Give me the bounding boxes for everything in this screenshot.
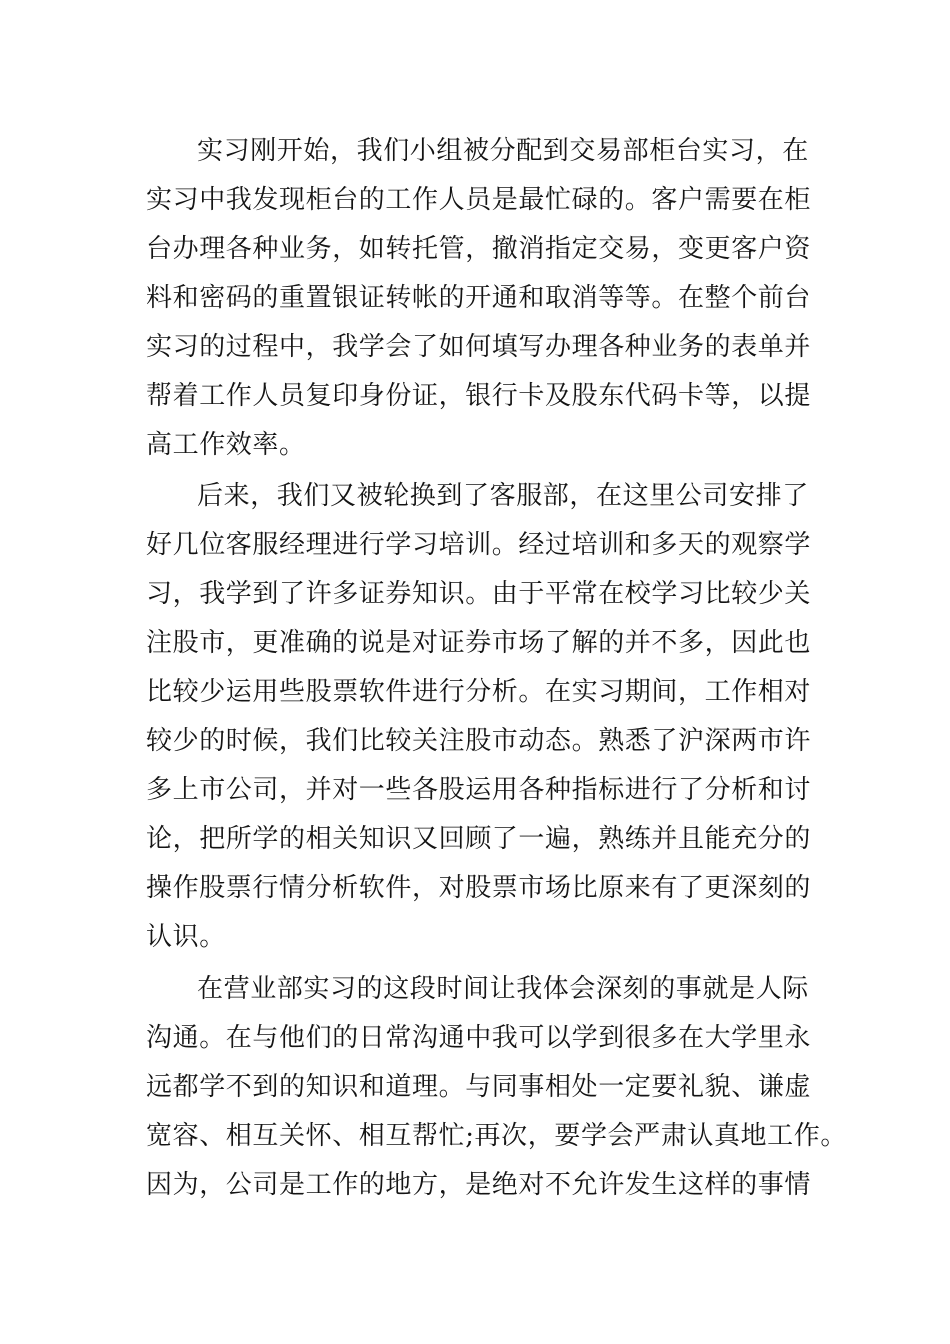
- paragraph-2-line-9: 操作股票行情分析软件，对股票市场比原来有了更深刻的: [146, 873, 812, 903]
- paragraph-2-line-5: 比较少运用些股票软件进行分析。在实习期间，工作相对: [146, 677, 812, 707]
- paragraph-2-line-8: 论，把所学的相关知识又回顾了一遍，熟练并且能充分的: [146, 824, 812, 854]
- paragraph-2-line-1: 后来，我们又被轮换到了客服部，在这里公司安排了: [197, 481, 809, 511]
- paragraph-1-line-4: 料和密码的重置银证转帐的开通和取消等等。在整个前台: [146, 283, 812, 313]
- paragraph-1-line-6: 帮着工作人员复印身份证，银行卡及股东代码卡等，以提: [146, 381, 812, 411]
- paragraph-1-line-2: 实习中我发现柜台的工作人员是最忙碌的。客户需要在柜: [146, 185, 812, 215]
- paragraph-2-line-4: 注股市，更准确的说是对证券市场了解的并不多，因此也: [146, 628, 812, 658]
- paragraph-2-line-6: 较少的时候，我们比较关注股市动态。熟悉了沪深两市许: [146, 726, 812, 756]
- paragraph-2-line-3: 习，我学到了许多证券知识。由于平常在校学习比较少关: [146, 579, 812, 609]
- paragraph-2-line-10: 认识。: [146, 922, 226, 952]
- paragraph-3-line-3: 远都学不到的知识和道理。与同事相处一定要礼貌、谦虚: [146, 1072, 812, 1102]
- paragraph-3-line-5: 因为，公司是工作的地方，是绝对不允许发生这样的事情: [146, 1170, 812, 1200]
- paragraph-3-line-1: 在营业部实习的这段时间让我体会深刻的事就是人际: [197, 974, 809, 1004]
- paragraph-1-line-5: 实习的过程中，我学会了如何填写办理各种业务的表单并: [146, 332, 812, 362]
- paragraph-2-line-7: 多上市公司，并对一些各股运用各种指标进行了分析和讨: [146, 775, 812, 805]
- paragraph-1-line-3: 台办理各种业务，如转托管，撤消指定交易，变更客户资: [146, 234, 812, 264]
- paragraph-2-line-2: 好几位客服经理进行学习培训。经过培训和多天的观察学: [146, 530, 812, 560]
- paragraph-1-line-7: 高工作效率。: [146, 430, 306, 460]
- paragraph-3-line-4: 宽容、相互关怀、相互帮忙;再次，要学会严肃认真地工作。: [146, 1121, 847, 1151]
- paragraph-3-line-2: 沟通。在与他们的日常沟通中我可以学到很多在大学里永: [146, 1023, 812, 1053]
- paragraph-1-line-1: 实习刚开始，我们小组被分配到交易部柜台实习，在: [197, 136, 809, 166]
